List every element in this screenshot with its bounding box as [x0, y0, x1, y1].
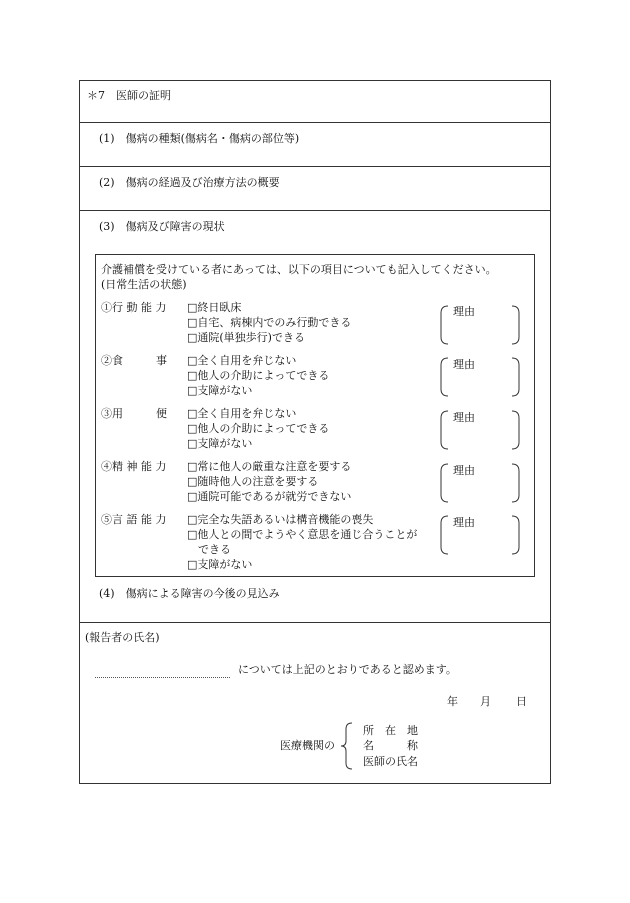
item-2-reason-label: 理由	[453, 358, 475, 371]
item-2-reason-box[interactable]	[440, 357, 520, 393]
item-5-label: ⑤言 語 能 力	[101, 513, 167, 526]
item-1-reason-box[interactable]	[440, 305, 520, 341]
divider-1	[79, 122, 551, 123]
reporter-label: (報告者の氏名)	[85, 631, 160, 644]
section-2-label: (2) 傷病の経過及び治療方法の概要	[99, 176, 280, 189]
institution-address: 所 在 地	[363, 724, 418, 737]
item-4-option-2[interactable]: □随時他人の注意を要する	[187, 475, 319, 488]
item-2-option-1[interactable]: □全く自用を弁じない	[187, 354, 297, 367]
item-2-label: ②食 事	[101, 354, 167, 367]
item-5-option-3[interactable]: □支障がない	[187, 558, 253, 571]
date-day: 日	[516, 695, 527, 708]
item-1-option-1[interactable]: □終日臥床	[187, 301, 242, 314]
section-1-label: (1) 傷病の種類(傷病名・傷病の部位等)	[99, 132, 300, 145]
section-4-label: (4) 傷病による障害の今後の見込み	[99, 587, 280, 600]
institution-name: 名 称	[363, 739, 418, 752]
item-1-label: ①行 動 能 力	[101, 301, 167, 314]
item-4-option-1[interactable]: □常に他人の厳重な注意を要する	[187, 460, 352, 473]
item-1-option-2[interactable]: □自宅、病棟内でのみ行動できる	[187, 316, 352, 329]
item-3-reason-label: 理由	[453, 411, 475, 424]
date-month: 月	[480, 695, 491, 708]
item-2-option-2[interactable]: □他人の介助によってできる	[187, 369, 330, 382]
paren-icon	[440, 305, 520, 345]
item-4-label: ④精 神 能 力	[101, 460, 167, 473]
item-3-reason-box[interactable]	[440, 410, 520, 446]
intro-line-1: 介護補償を受けている者にあっては、以下の項目についても記入してください。	[101, 263, 497, 276]
item-5-option-2[interactable]: □他人との間でようやく意思を通じ合うことが	[187, 528, 418, 541]
item-3-label: ③用 便	[101, 407, 167, 420]
item-5-option-2-cont: できる	[187, 543, 231, 556]
item-5-reason-label: 理由	[453, 516, 475, 529]
date-year: 年	[447, 695, 458, 708]
paren-icon	[440, 463, 520, 503]
item-4-reason-label: 理由	[453, 464, 475, 477]
section-3-label: (3) 傷病及び障害の現状	[99, 220, 225, 233]
certification-statement: については上記のとおりであると認めます。	[238, 663, 457, 676]
item-5-option-1[interactable]: □完全な失語あるいは構音機能の喪失	[187, 513, 374, 526]
institution-label: 医療機関の	[280, 739, 335, 752]
paren-icon	[440, 410, 520, 450]
paren-icon	[440, 515, 520, 555]
divider-2	[79, 166, 551, 167]
item-3-option-3[interactable]: □支障がない	[187, 437, 253, 450]
item-1-reason-label: 理由	[453, 305, 475, 318]
section-title: ＊7 医師の証明	[87, 89, 171, 102]
reporter-name-field[interactable]	[95, 677, 230, 678]
divider-3	[79, 210, 551, 211]
item-3-option-1[interactable]: □全く自用を弁じない	[187, 407, 297, 420]
item-2-option-3[interactable]: □支障がない	[187, 384, 253, 397]
item-4-option-3[interactable]: □通院可能であるが就労できない	[187, 490, 352, 503]
doctor-name: 医師の氏名	[363, 755, 418, 768]
brace-icon	[340, 722, 354, 770]
intro-line-2: (日常生活の状態)	[101, 278, 187, 291]
item-5-reason-box[interactable]	[440, 515, 520, 551]
item-1-option-3[interactable]: □通院(単独歩行)できる	[187, 331, 305, 344]
item-3-option-2[interactable]: □他人の介助によってできる	[187, 422, 330, 435]
item-4-reason-box[interactable]	[440, 463, 520, 499]
divider-4	[79, 622, 551, 623]
paren-icon	[440, 357, 520, 397]
